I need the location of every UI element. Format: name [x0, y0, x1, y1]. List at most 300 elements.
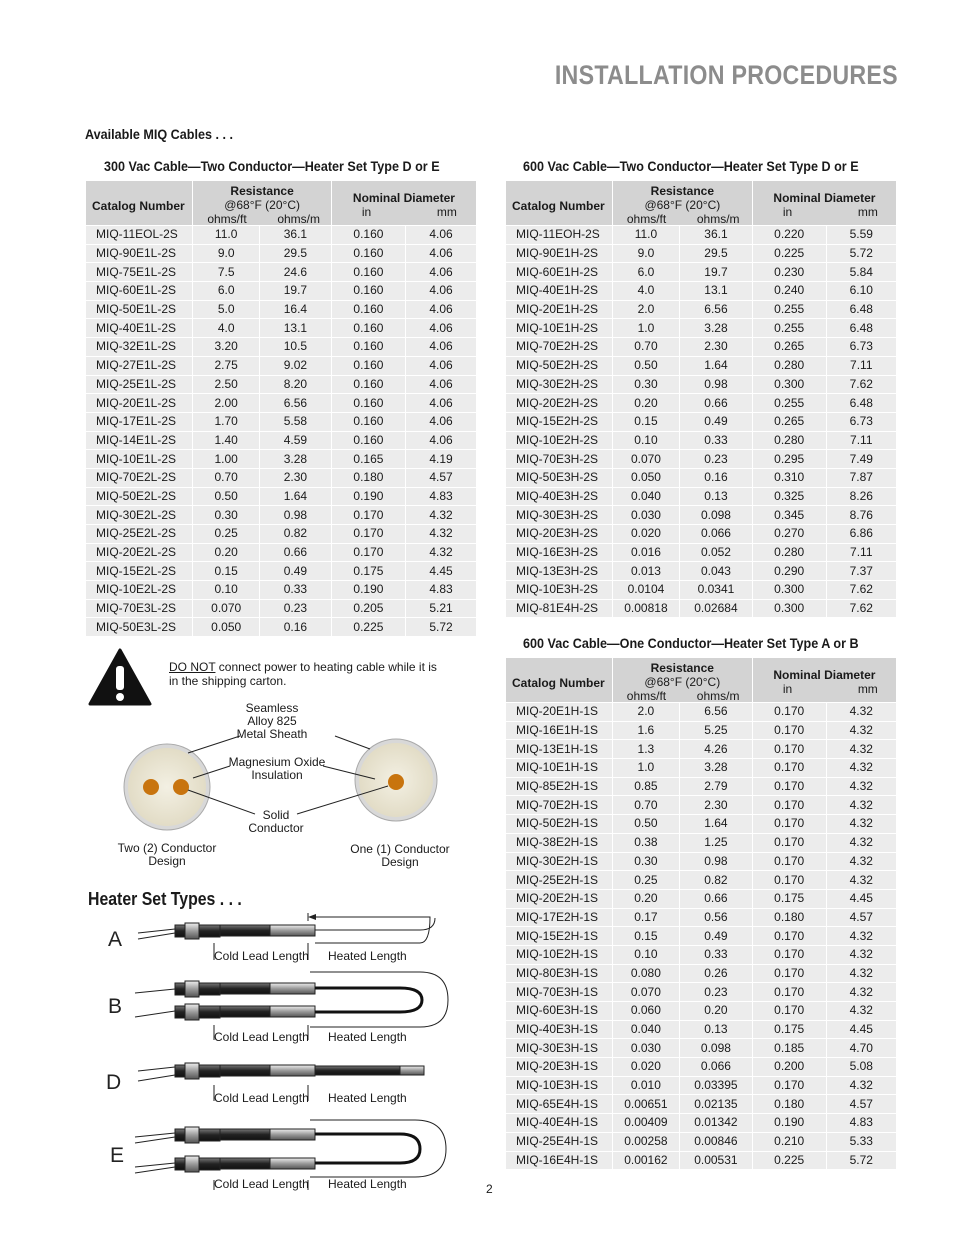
diameter-mm-cell: 7.62	[826, 375, 896, 394]
diameter-mm-cell: 4.32	[826, 740, 896, 759]
catalog-number-cell: MIQ-15E2L-2S	[86, 562, 193, 581]
catalog-number-cell: MIQ-75E1L-2S	[86, 263, 193, 282]
diameter-in-cell: 0.205	[331, 599, 405, 618]
cold-lead-label-d: Cold Lead Length	[214, 1091, 309, 1105]
diameter-mm-cell: 5.72	[826, 244, 896, 263]
diameter-mm-cell: 4.83	[406, 581, 477, 600]
ohms-ft-cell: 0.25	[612, 871, 679, 890]
catalog-number-cell: MIQ-25E2H-1S	[506, 871, 612, 890]
diameter-in-cell: 0.310	[752, 468, 826, 487]
catalog-number-cell: MIQ-16E3H-2S	[506, 543, 612, 562]
diameter-mm-cell: 4.32	[406, 506, 477, 525]
ohms-m-cell: 1.64	[680, 815, 753, 834]
table-row	[506, 1095, 897, 1114]
diameter-in-cell: 0.170	[752, 852, 826, 871]
ohms-m-cell: 0.23	[259, 599, 331, 618]
diameter-mm-cell: 7.87	[826, 468, 896, 487]
ohms-ft-cell: 0.060	[612, 1002, 679, 1021]
table-row	[86, 450, 477, 469]
label-insulation-text: Magnesium Oxide Insulation	[228, 755, 326, 782]
ohms-ft-cell: 0.00258	[612, 1132, 679, 1151]
catalog-number-cell: MIQ-13E1H-1S	[506, 740, 612, 759]
ohms-ft-cell: 0.38	[612, 833, 679, 852]
diameter-in-cell: 0.175	[752, 1020, 826, 1039]
diameter-in-cell: 0.160	[331, 226, 405, 245]
catalog-number-cell: MIQ-90E1H-2S	[506, 244, 612, 263]
header-nominal-diameter: Nominal Diameter	[773, 668, 876, 682]
ohms-ft-cell: 0.30	[612, 852, 679, 871]
diameter-mm-cell: 6.48	[826, 300, 896, 319]
ohms-m-cell: 1.64	[680, 356, 753, 375]
catalog-number-cell: MIQ-25E2L-2S	[86, 525, 193, 544]
ohms-m-cell: 0.98	[680, 375, 753, 394]
diameter-mm-cell: 4.57	[826, 1095, 896, 1114]
ohms-m-cell: 0.02135	[680, 1095, 753, 1114]
diameter-mm-cell: 4.06	[406, 412, 477, 431]
header-temperature: @68°F (20°C)	[644, 675, 721, 689]
ohms-m-cell: 5.25	[680, 721, 753, 740]
catalog-number-cell: MIQ-50E2H-2S	[506, 356, 612, 375]
label-insulation	[222, 756, 332, 782]
warning-icon	[88, 648, 152, 706]
catalog-number-cell: MIQ-40E1L-2S	[86, 319, 193, 338]
table-row	[86, 506, 477, 525]
ohms-m-cell: 0.20	[680, 1002, 753, 1021]
ohms-m-cell: 2.79	[680, 777, 753, 796]
heater-set-types-heading: Heater Set Types . . .	[88, 889, 242, 909]
catalog-number-cell: MIQ-25E4H-1S	[506, 1132, 612, 1151]
available-cables-heading: Available MIQ Cables . . .	[85, 126, 233, 142]
ohms-m-cell: 0.98	[259, 506, 331, 525]
cold-lead-label-b: Cold Lead Length	[214, 1030, 309, 1044]
diameter-mm-cell: 4.32	[826, 777, 896, 796]
ohms-ft-cell: 0.17	[612, 908, 679, 927]
diameter-mm-cell: 4.06	[406, 375, 477, 394]
diameter-in-cell: 0.265	[752, 338, 826, 357]
ohms-ft-cell: 0.040	[612, 1020, 679, 1039]
table-row	[86, 282, 477, 301]
ohms-ft-cell: 0.070	[612, 450, 679, 469]
ohms-m-cell: 0.33	[680, 945, 753, 964]
diameter-mm-cell: 4.06	[406, 431, 477, 450]
ohms-m-cell: 19.7	[259, 282, 331, 301]
diameter-mm-cell: 4.83	[826, 1114, 896, 1133]
heater-type-e-letter: E	[110, 1144, 125, 1167]
ohms-ft-cell: 6.0	[612, 263, 679, 282]
label-one-conductor-design	[345, 843, 455, 869]
label-solid-conductor-text: Solid Conductor	[248, 808, 304, 835]
ohms-ft-cell: 5.0	[193, 300, 260, 319]
heater-type-d-drawing	[138, 1063, 424, 1081]
two-conductor-wire-1	[143, 779, 159, 795]
header-catalog-number: Catalog Number	[512, 199, 605, 213]
ohms-ft-cell: 0.15	[193, 562, 260, 581]
catalog-number-cell: MIQ-70E2H-1S	[506, 796, 612, 815]
diameter-in-cell: 0.270	[752, 525, 826, 544]
table-row	[506, 319, 897, 338]
catalog-number-cell: MIQ-32E1L-2S	[86, 338, 193, 357]
catalog-number-cell: MIQ-30E3H-2S	[506, 506, 612, 525]
catalog-number-cell: MIQ-10E2L-2S	[86, 581, 193, 600]
ohms-m-cell: 6.56	[680, 703, 753, 722]
ohms-m-cell: 24.6	[259, 263, 331, 282]
table-row	[86, 468, 477, 487]
diameter-mm-cell: 5.84	[826, 263, 896, 282]
catalog-number-cell: MIQ-40E3H-1S	[506, 1020, 612, 1039]
diameter-in-cell: 0.170	[752, 964, 826, 983]
catalog-number-cell: MIQ-11EOL-2S	[86, 226, 193, 245]
table-row	[506, 740, 897, 759]
header-temperature: @68°F (20°C)	[224, 198, 300, 212]
diameter-in-cell: 0.170	[331, 543, 405, 562]
diameter-in-cell: 0.300	[752, 599, 826, 618]
table-row	[506, 1114, 897, 1133]
table-row	[506, 300, 897, 319]
label-two-conductor-design	[112, 842, 222, 868]
diameter-mm-cell: 4.32	[406, 525, 477, 544]
page-title: INSTALLATION PROCEDURES	[554, 60, 898, 90]
ohms-m-cell: 3.28	[680, 759, 753, 778]
ohms-m-cell: 0.56	[680, 908, 753, 927]
table-row	[506, 282, 897, 301]
diameter-mm-cell: 4.45	[826, 1020, 896, 1039]
label-solid-conductor	[236, 809, 316, 835]
catalog-number-cell: MIQ-40E3H-2S	[506, 487, 612, 506]
diameter-in-cell: 0.170	[752, 740, 826, 759]
ohms-m-cell: 3.28	[259, 450, 331, 469]
diameter-in-cell: 0.170	[752, 833, 826, 852]
table-row	[506, 244, 897, 263]
table-row	[86, 338, 477, 357]
diameter-in-cell: 0.160	[331, 431, 405, 450]
diameter-in-cell: 0.160	[331, 338, 405, 357]
table-row	[506, 506, 897, 525]
page-number: 2	[486, 1182, 493, 1196]
diameter-in-cell: 0.230	[752, 263, 826, 282]
diameter-mm-cell: 5.72	[406, 618, 477, 637]
diameter-mm-cell: 7.37	[826, 562, 896, 581]
ohms-m-cell: 0.16	[259, 618, 331, 637]
ohms-ft-cell: 0.030	[612, 1039, 679, 1058]
diameter-in-cell: 0.160	[331, 244, 405, 263]
catalog-number-cell: MIQ-40E1H-2S	[506, 282, 612, 301]
table-row	[506, 777, 897, 796]
catalog-number-cell: MIQ-10E1L-2S	[86, 450, 193, 469]
ohms-m-cell: 0.16	[680, 468, 753, 487]
diameter-in-cell: 0.170	[752, 1076, 826, 1095]
diameter-mm-cell: 4.32	[826, 964, 896, 983]
diameter-mm-cell: 4.32	[826, 703, 896, 722]
diameter-in-cell: 0.160	[331, 263, 405, 282]
diameter-mm-cell: 8.26	[826, 487, 896, 506]
ohms-m-cell: 0.00846	[680, 1132, 753, 1151]
catalog-number-cell: MIQ-11EOH-2S	[506, 226, 612, 245]
diameter-in-cell: 0.170	[752, 945, 826, 964]
heated-length-label-e: Heated Length	[328, 1177, 407, 1191]
ohms-ft-cell: 11.0	[193, 226, 260, 245]
diameter-in-cell: 0.170	[752, 703, 826, 722]
diameter-in-cell: 0.290	[752, 562, 826, 581]
ohms-ft-cell: 1.0	[612, 759, 679, 778]
ohms-m-cell: 0.33	[680, 431, 753, 450]
ohms-m-cell: 0.66	[259, 543, 331, 562]
ohms-m-cell: 0.0341	[680, 581, 753, 600]
table-row	[506, 815, 897, 834]
ohms-ft-cell: 0.20	[193, 543, 260, 562]
table-row	[506, 1151, 897, 1170]
diameter-in-cell: 0.160	[331, 282, 405, 301]
ohms-ft-cell: 1.3	[612, 740, 679, 759]
table-row	[506, 908, 897, 927]
heated-length-label-b: Heated Length	[328, 1030, 407, 1044]
header-mm: mm	[857, 205, 878, 219]
ohms-ft-cell: 0.040	[612, 487, 679, 506]
header-catalog-number: Catalog Number	[512, 676, 605, 690]
label-metal-sheath-text: Seamless Alloy 825 Metal Sheath	[236, 701, 308, 741]
diameter-in-cell: 0.185	[752, 1039, 826, 1058]
table3-caption: 600 Vac Cable—One Conductor—Heater Set Type A or B	[523, 635, 859, 651]
catalog-number-cell: MIQ-20E3H-2S	[506, 525, 612, 544]
diameter-mm-cell: 4.06	[406, 300, 477, 319]
catalog-number-cell: MIQ-70E3H-2S	[506, 450, 612, 469]
header-ohms-ft: ohms/ft	[207, 212, 247, 226]
ohms-m-cell: 0.098	[680, 1039, 753, 1058]
catalog-number-cell: MIQ-15E2H-2S	[506, 412, 612, 431]
ohms-m-cell: 0.01342	[680, 1114, 753, 1133]
diameter-mm-cell: 4.32	[826, 833, 896, 852]
ohms-m-cell: 0.098	[680, 506, 753, 525]
heated-length-label-a: Heated Length	[328, 949, 407, 963]
ohms-m-cell: 0.26	[680, 964, 753, 983]
diameter-mm-cell: 4.06	[406, 338, 477, 357]
diameter-in-cell: 0.280	[752, 431, 826, 450]
diameter-mm-cell: 6.86	[826, 525, 896, 544]
diameter-mm-cell: 5.08	[826, 1058, 896, 1077]
diameter-mm-cell: 6.73	[826, 412, 896, 431]
table-row	[86, 319, 477, 338]
diameter-mm-cell: 7.11	[826, 356, 896, 375]
two-conductor-wire-2	[173, 779, 189, 795]
table-row	[86, 487, 477, 506]
catalog-number-cell: MIQ-20E1H-2S	[506, 300, 612, 319]
catalog-number-cell: MIQ-20E1H-1S	[506, 703, 612, 722]
ohms-ft-cell: 2.0	[612, 703, 679, 722]
catalog-number-cell: MIQ-50E1L-2S	[86, 300, 193, 319]
header-ohms-m: ohms/m	[696, 212, 740, 226]
diameter-mm-cell: 4.32	[826, 796, 896, 815]
ohms-ft-cell: 0.0104	[612, 581, 679, 600]
table-row	[506, 1020, 897, 1039]
table-row	[506, 450, 897, 469]
catalog-number-cell: MIQ-65E4H-1S	[506, 1095, 612, 1114]
header-temperature: @68°F (20°C)	[644, 198, 721, 212]
catalog-number-cell: MIQ-25E1L-2S	[86, 375, 193, 394]
diameter-mm-cell: 6.48	[826, 319, 896, 338]
catalog-number-cell: MIQ-27E1L-2S	[86, 356, 193, 375]
catalog-number-cell: MIQ-10E2H-2S	[506, 431, 612, 450]
diameter-mm-cell: 4.32	[826, 927, 896, 946]
table-row	[506, 927, 897, 946]
diameter-in-cell: 0.295	[752, 450, 826, 469]
diameter-mm-cell: 5.72	[826, 1151, 896, 1170]
diameter-mm-cell: 4.45	[826, 889, 896, 908]
diameter-in-cell: 0.280	[752, 356, 826, 375]
diameter-mm-cell: 4.06	[406, 226, 477, 245]
catalog-number-cell: MIQ-60E1L-2S	[86, 282, 193, 301]
diameter-in-cell: 0.170	[331, 506, 405, 525]
diameter-in-cell: 0.300	[752, 375, 826, 394]
diameter-mm-cell: 7.62	[826, 599, 896, 618]
ohms-ft-cell: 0.30	[612, 375, 679, 394]
header-in: in	[361, 205, 372, 219]
ohms-ft-cell: 2.50	[193, 375, 260, 394]
diameter-mm-cell: 4.32	[406, 543, 477, 562]
diameter-in-cell: 0.160	[331, 394, 405, 413]
catalog-number-cell: MIQ-30E3H-1S	[506, 1039, 612, 1058]
catalog-number-cell: MIQ-60E3H-1S	[506, 1002, 612, 1021]
table-row	[506, 394, 897, 413]
ohms-m-cell: 0.49	[680, 412, 753, 431]
table-row	[506, 487, 897, 506]
ohms-ft-cell: 6.0	[193, 282, 260, 301]
ohms-ft-cell: 4.0	[193, 319, 260, 338]
ohms-ft-cell: 1.00	[193, 450, 260, 469]
diameter-mm-cell: 4.06	[406, 263, 477, 282]
diameter-mm-cell: 4.06	[406, 356, 477, 375]
diameter-mm-cell: 4.19	[406, 450, 477, 469]
ohms-ft-cell: 0.25	[193, 525, 260, 544]
table-row	[506, 226, 897, 245]
diameter-mm-cell: 4.32	[826, 721, 896, 740]
catalog-number-cell: MIQ-10E3H-1S	[506, 1076, 612, 1095]
diameter-mm-cell: 4.06	[406, 244, 477, 263]
table-row	[506, 983, 897, 1002]
diameter-mm-cell: 7.49	[826, 450, 896, 469]
table-row	[506, 1039, 897, 1058]
diameter-mm-cell: 6.48	[826, 394, 896, 413]
diameter-in-cell: 0.170	[752, 871, 826, 890]
table-row	[506, 796, 897, 815]
table-row	[506, 599, 897, 618]
diameter-in-cell: 0.170	[752, 1002, 826, 1021]
diameter-mm-cell: 4.32	[826, 1076, 896, 1095]
ohms-m-cell: 0.66	[680, 889, 753, 908]
diameter-mm-cell: 4.32	[826, 871, 896, 890]
catalog-number-cell: MIQ-70E2H-2S	[506, 338, 612, 357]
diameter-in-cell: 0.225	[752, 244, 826, 263]
diameter-mm-cell: 7.11	[826, 543, 896, 562]
ohms-m-cell: 5.58	[259, 412, 331, 431]
ohms-m-cell: 8.20	[259, 375, 331, 394]
ohms-ft-cell: 0.15	[612, 927, 679, 946]
ohms-m-cell: 6.56	[259, 394, 331, 413]
diameter-mm-cell: 4.06	[406, 282, 477, 301]
diameter-in-cell: 0.180	[331, 468, 405, 487]
diameter-in-cell: 0.240	[752, 282, 826, 301]
diameter-in-cell: 0.175	[331, 562, 405, 581]
table-row	[506, 703, 897, 722]
ohms-ft-cell: 2.75	[193, 356, 260, 375]
table1-caption: 300 Vac Cable—Two Conductor—Heater Set Type D or E	[104, 158, 440, 174]
table-row	[86, 599, 477, 618]
table-row	[506, 338, 897, 357]
diameter-in-cell: 0.170	[752, 815, 826, 834]
ohms-ft-cell: 9.0	[612, 244, 679, 263]
ohms-m-cell: 0.82	[680, 871, 753, 890]
ohms-m-cell: 36.1	[680, 226, 753, 245]
diameter-mm-cell: 4.32	[826, 852, 896, 871]
header-nominal-diameter: Nominal Diameter	[773, 191, 876, 205]
ohms-ft-cell: 0.070	[193, 599, 260, 618]
catalog-number-cell: MIQ-17E1L-2S	[86, 412, 193, 431]
ohms-m-cell: 0.052	[680, 543, 753, 562]
diameter-in-cell: 0.325	[752, 487, 826, 506]
table-row	[506, 581, 897, 600]
diameter-mm-cell: 4.57	[826, 908, 896, 927]
ohms-m-cell: 13.1	[680, 282, 753, 301]
table-row	[506, 889, 897, 908]
table-600vac-one-conductor	[506, 658, 897, 1170]
catalog-number-cell: MIQ-10E1H-1S	[506, 759, 612, 778]
ohms-ft-cell: 2.0	[612, 300, 679, 319]
cold-lead-label-e: Cold Lead Length	[214, 1177, 309, 1191]
catalog-number-cell: MIQ-70E3L-2S	[86, 599, 193, 618]
heated-length-label-d: Heated Length	[328, 1091, 407, 1105]
ohms-ft-cell: 0.10	[193, 581, 260, 600]
catalog-number-cell: MIQ-20E2H-2S	[506, 394, 612, 413]
ohms-m-cell: 0.33	[259, 581, 331, 600]
diameter-in-cell: 0.170	[752, 721, 826, 740]
diameter-in-cell: 0.265	[752, 412, 826, 431]
heater-type-b-letter: B	[108, 995, 123, 1018]
ohms-ft-cell: 0.00651	[612, 1095, 679, 1114]
diameter-in-cell: 0.160	[331, 300, 405, 319]
catalog-number-cell: MIQ-20E1L-2S	[86, 394, 193, 413]
two-conductor-insulation	[128, 748, 206, 826]
ohms-ft-cell: 0.013	[612, 562, 679, 581]
catalog-number-cell: MIQ-50E2L-2S	[86, 487, 193, 506]
table-row	[506, 412, 897, 431]
ohms-m-cell: 0.00531	[680, 1151, 753, 1170]
catalog-number-cell: MIQ-70E3H-1S	[506, 983, 612, 1002]
heater-type-b-drawing	[135, 972, 448, 1027]
ohms-ft-cell: 1.0	[612, 319, 679, 338]
ohms-m-cell: 0.23	[680, 983, 753, 1002]
catalog-number-cell: MIQ-30E2H-1S	[506, 852, 612, 871]
table-row	[86, 300, 477, 319]
header-resistance: Resistance	[650, 184, 715, 198]
table-row	[506, 1076, 897, 1095]
ohms-m-cell: 2.30	[680, 796, 753, 815]
header-resistance: Resistance	[650, 661, 714, 675]
heater-type-a-drawing	[138, 917, 435, 943]
header-in: in	[782, 682, 793, 696]
catalog-number-cell: MIQ-50E2H-1S	[506, 815, 612, 834]
diameter-mm-cell: 4.06	[406, 319, 477, 338]
diameter-mm-cell: 4.32	[826, 815, 896, 834]
catalog-number-cell: MIQ-85E2H-1S	[506, 777, 612, 796]
ohms-m-cell: 0.66	[680, 394, 753, 413]
diameter-in-cell: 0.345	[752, 506, 826, 525]
ohms-ft-cell: 0.080	[612, 964, 679, 983]
diameter-in-cell: 0.225	[752, 1151, 826, 1170]
ohms-ft-cell: 7.5	[193, 263, 260, 282]
header-in: in	[782, 205, 793, 219]
ohms-ft-cell: 0.10	[612, 945, 679, 964]
table-row	[86, 543, 477, 562]
heater-type-e-drawing	[135, 1120, 446, 1177]
ohms-ft-cell: 0.00409	[612, 1114, 679, 1133]
